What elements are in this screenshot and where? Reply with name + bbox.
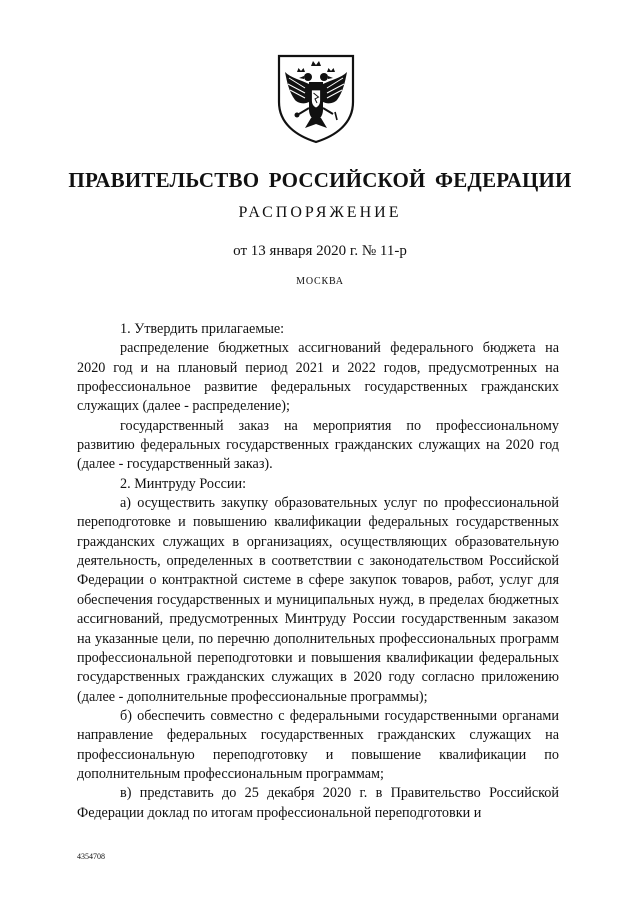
paragraph-item-b: б) обеспечить совместно с федеральными государственными органами направление федеральных государственных гражданских служащих на профессиональную переподготовку и повышение квалификации по дополнительным профессиональным программам; (77, 707, 559, 782)
document-code: 4354708 (77, 852, 105, 861)
document-body (77, 320, 559, 823)
coat-of-arms-icon (275, 52, 357, 144)
paragraph-item-v: в) представить до 25 декабря 2020 г. в Правительство Российской Федерации доклад по итогам профессиональной переподготовки и (77, 785, 559, 821)
paragraph-approve: 1. Утвердить прилагаемые: (120, 321, 285, 337)
document-type: РАСПОРЯЖЕНИЕ (238, 204, 402, 221)
document-city: МОСКВА (296, 276, 344, 287)
paragraph-item-a: а) осуществить закупку образовательных услуг по профессиональной переподготовке и повышению квалификации федеральных государственных гражданских служащих в организациях, осуществляющих образовательную деятельность, определенных в соответствии с законодательством Российской Федерации о контрактной системе в сфере закупок товаров, работ, услуг для обеспечения государственных и муниципальных нужд, в пределах бюджетных ассигнований, предусмотренных Минтруду России государственным заказом на указанные цели, по перечню дополнительных профессиональных программ профессиональной переподготовки и повышения квалификации федеральных государственных гражданских служащих в 2020 году согласно приложению (далее - дополнительные профессиональные программы); (77, 495, 559, 705)
paragraph-mintrud: 2. Минтруду России: (120, 475, 247, 492)
paragraph-distribution: распределение бюджетных ассигнований федерального бюджета на 2020 год и на плановый период 2021 и 2022 годов, предусмотренных на профессиональное развитие федеральных государственных гражданских служащих (далее - распределение); (77, 340, 559, 415)
paragraph-state-order: государственный заказ на мероприятия по профессиональному развитию федеральных государственных гражданских служащих на 2020 год (далее - государственный заказ). (77, 417, 559, 473)
government-title: ПРАВИТЕЛЬСТВО РОССИЙСКОЙ ФЕДЕРАЦИИ (68, 168, 572, 192)
document-date-number: от 13 января 2020 г. № 11-р (233, 243, 407, 259)
